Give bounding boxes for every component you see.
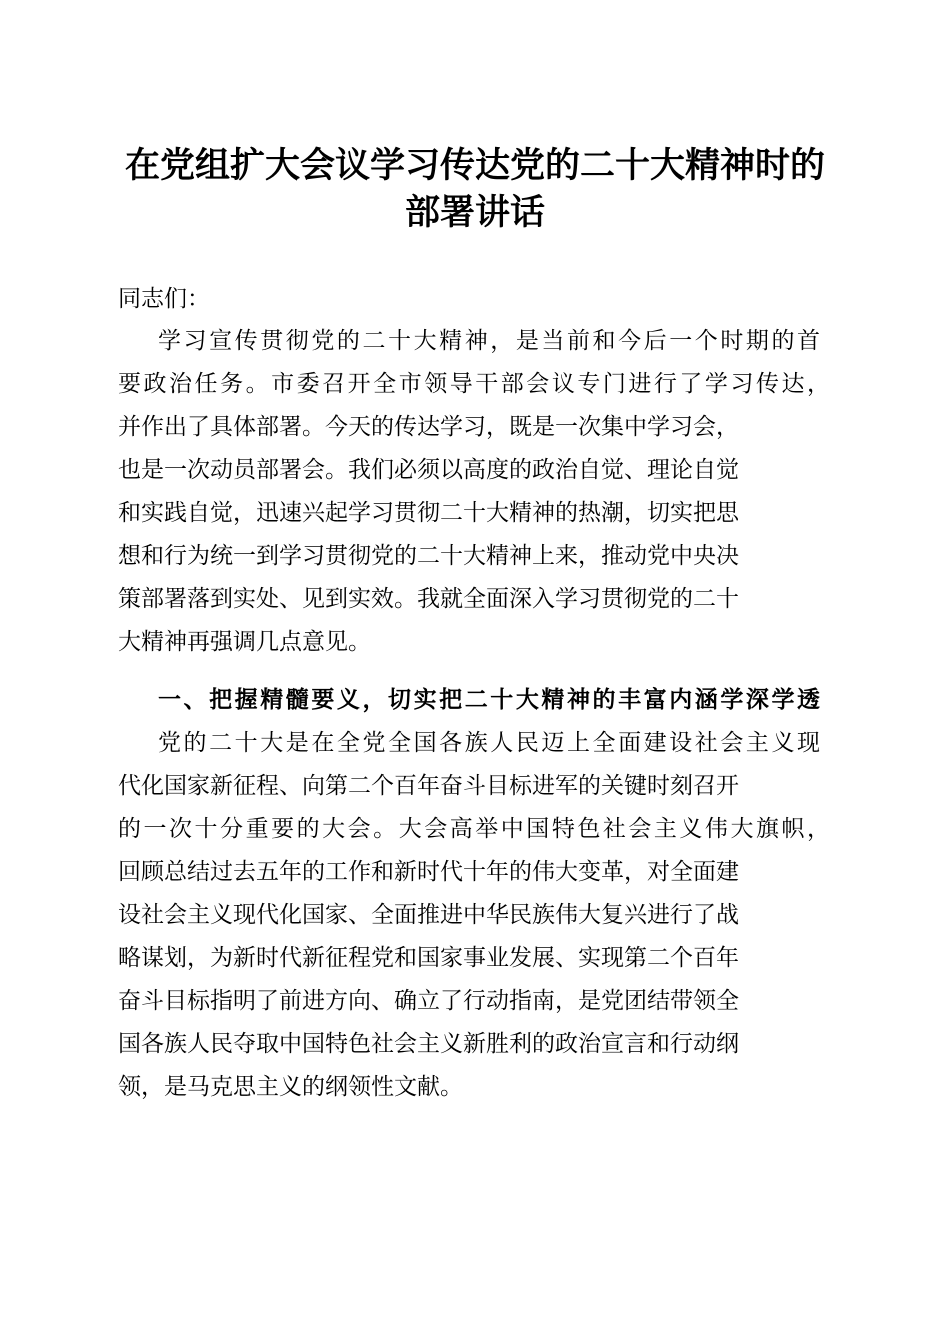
paragraph-2-line: 领，是马克思主义的纲领性文献。 <box>118 1074 463 1100</box>
paragraph-1-line: 也是一次动员部署会。我们必须以高度的政治自觉、理论自觉 <box>118 457 739 483</box>
paragraph-2-line: 国各族人民夺取中国特色社会主义新胜利的政治宣言和行动纲 <box>118 1031 739 1057</box>
paragraph-2-line: 设社会主义现代化国家、全面推进中华民族伟大复兴进行了战 <box>118 902 739 928</box>
paragraph-2-line: 略谋划，为新时代新征程党和国家事业发展、实现第二个百年 <box>118 945 739 971</box>
paragraph-1-line: 大精神再强调几点意见。 <box>118 629 371 655</box>
paragraph-1-line: 并作出了具体部署。今天的传达学习，既是一次集中学习会， <box>118 414 739 440</box>
paragraph-2-line: 党的二十大是在全党全国各族人民迈上全面建设社会主义现 <box>158 730 820 756</box>
paragraph-2-line: 代化国家新征程、向第二个百年奋斗目标进军的关键时刻召开 <box>118 773 739 799</box>
paragraph-2-line: 回顾总结过去五年的工作和新时代十年的伟大变革，对全面建 <box>118 859 739 885</box>
paragraph-1-line: 想和行为统一到学习贯彻党的二十大精神上来，推动党中央决 <box>118 543 739 569</box>
paragraph-2-line: 的一次十分重要的大会。大会高举中国特色社会主义伟大旗帜， <box>118 816 830 842</box>
paragraph-1-line: 策部署落到实处、见到实效。我就全面深入学习贯彻党的二十 <box>118 586 739 612</box>
paragraph-1-line: 和实践自觉，迅速兴起学习贯彻二十大精神的热潮，切实把思 <box>118 500 739 526</box>
paragraph-1-line: 要政治任务。市委召开全市领导干部会议专门进行了学习传达， <box>118 371 830 397</box>
document-title-line-1: 在党组扩大会议学习传达党的二十大精神时的 <box>124 145 825 186</box>
section-1-heading: 一、把握精髓要义，切实把二十大精神的丰富内涵学深学透 <box>158 687 820 713</box>
document-title-line-2: 部署讲话 <box>404 192 545 233</box>
paragraph-1-line: 学习宣传贯彻党的二十大精神，是当前和今后一个时期的首 <box>158 328 820 354</box>
salutation: 同志们： <box>118 286 210 312</box>
paragraph-2-line: 奋斗目标指明了前进方向、确立了行动指南，是党团结带领全 <box>118 988 739 1014</box>
